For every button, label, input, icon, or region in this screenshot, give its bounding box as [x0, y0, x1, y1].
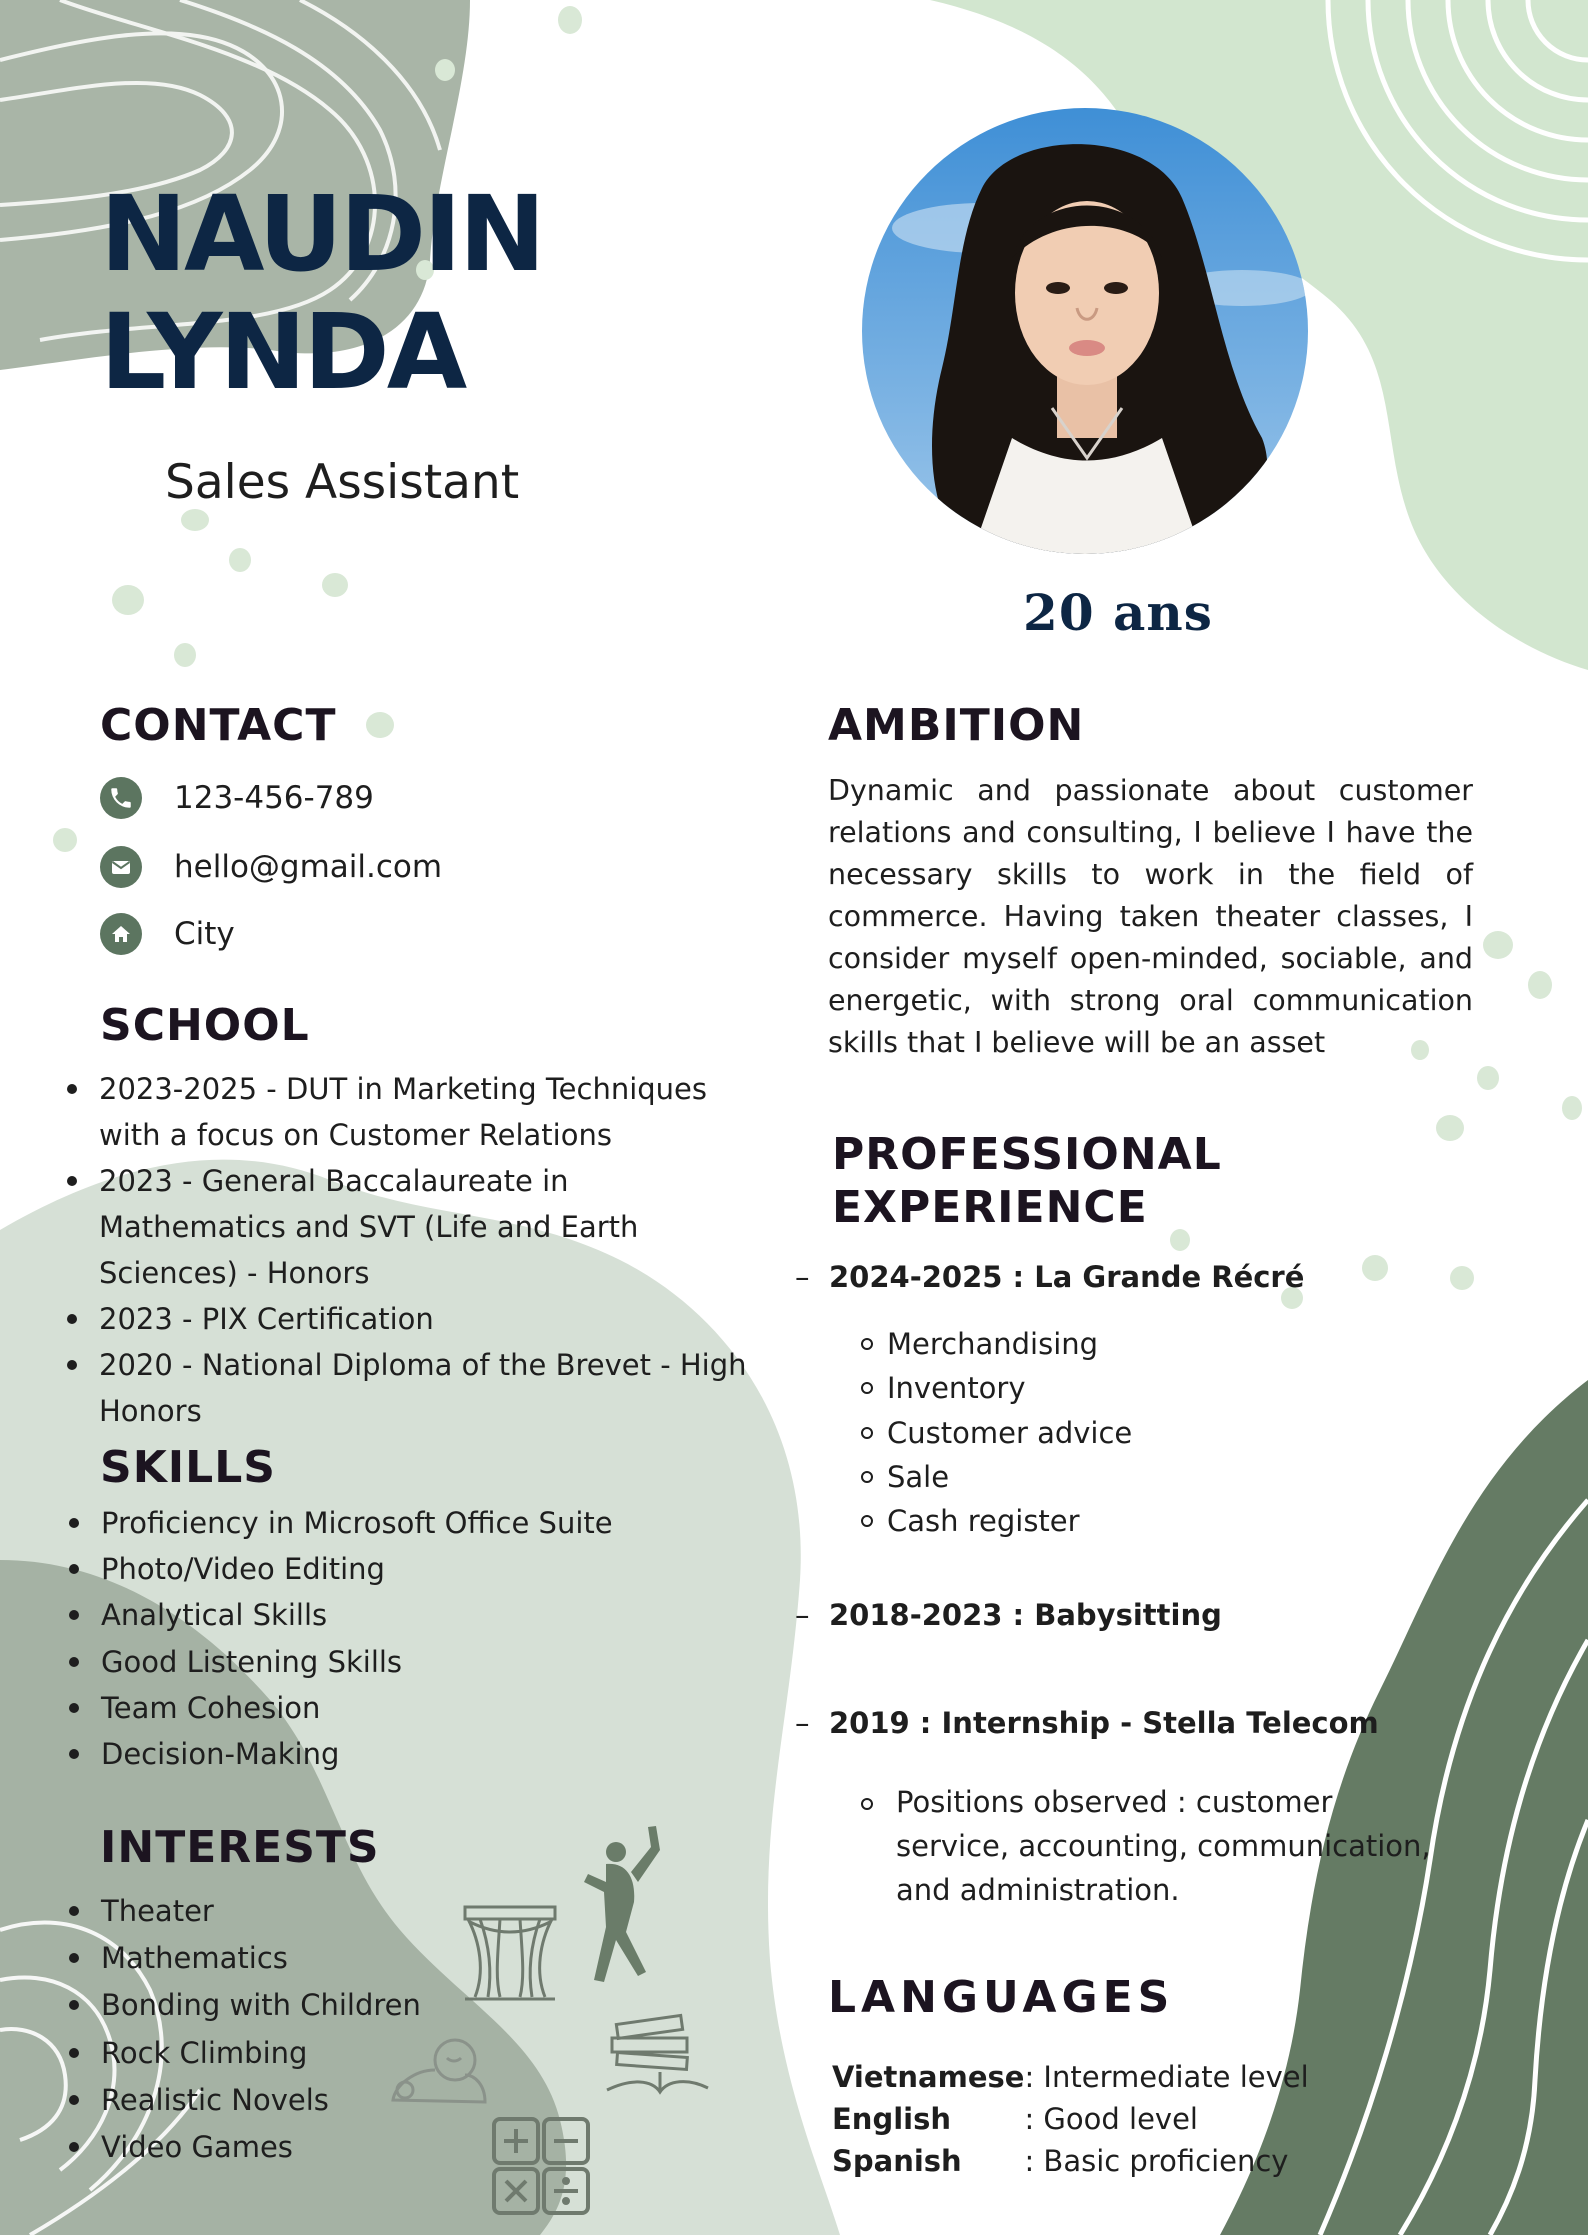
- interest-item: Realistic Novels: [101, 2077, 521, 2124]
- phone-icon: [100, 777, 142, 819]
- skill-item: Team Cohesion: [101, 1685, 661, 1731]
- job-title-2: 2018-2023 : Babysitting: [829, 1598, 1222, 1632]
- language-name: English: [832, 2102, 952, 2136]
- task-item: Sale: [887, 1455, 1132, 1499]
- school-item: 2020 - National Diploma of the Brevet - High Honors: [99, 1342, 759, 1434]
- task-item: Merchandising: [887, 1322, 1132, 1366]
- home-icon: [100, 913, 142, 955]
- city: City: [174, 916, 235, 952]
- task-item: Positions observed : customer service, accounting, communication, and administration.: [896, 1780, 1436, 1912]
- language-level: : Intermediate level: [1024, 2060, 1309, 2094]
- task-item: Cash register: [887, 1499, 1132, 1543]
- contact-phone: [100, 777, 374, 819]
- ambition-text: Dynamic and passionate about customer relations and consulting, I believe I have the necessary skills to work in the field of commerce. Having taken theater classes, I consider myself open-minded, sociable, and energetic, with strong oral communication skills that I believe will be an asset: [828, 774, 1473, 1059]
- portrait-illustration: [862, 108, 1308, 554]
- baby-icon: [385, 2030, 495, 2110]
- language-name: Spanish: [832, 2144, 962, 2178]
- job-title-1: 2024-2025 : La Grande Récré: [829, 1260, 1305, 1294]
- skill-item: Analytical Skills: [101, 1592, 661, 1638]
- ambition-heading: AMBITION: [828, 700, 1085, 751]
- school-list: [99, 1066, 759, 1434]
- languages-table: [832, 2056, 1309, 2182]
- experience-heading-line-2: EXPERIENCE: [832, 1182, 1148, 1233]
- dash-marker: –: [795, 1706, 810, 1740]
- language-row: [832, 2098, 1309, 2140]
- skill-item: Photo/Video Editing: [101, 1546, 661, 1592]
- interest-item: Video Games: [101, 2124, 521, 2171]
- mail-icon: [100, 846, 142, 888]
- skills-heading: SKILLS: [100, 1442, 276, 1493]
- interest-item: Bonding with Children: [101, 1982, 521, 2029]
- job-title: Sales Assistant: [165, 455, 520, 510]
- task-item: Customer advice: [887, 1411, 1132, 1455]
- contact-email: [100, 846, 442, 888]
- books-icon: [602, 2010, 712, 2105]
- language-level: : Basic proficiency: [1024, 2144, 1289, 2178]
- job-3-tasks: [896, 1780, 1436, 1912]
- school-item: 2023 - PIX Certification: [99, 1296, 759, 1342]
- interests-heading: INTERESTS: [100, 1822, 380, 1873]
- candidate-name: [100, 175, 543, 411]
- skill-item: Decision-Making: [101, 1731, 661, 1777]
- job-1-tasks: [887, 1322, 1132, 1543]
- interest-item: Rock Climbing: [101, 2030, 521, 2077]
- interest-item: Mathematics: [101, 1935, 521, 1982]
- job-title-3: 2019 : Internship - Stella Telecom: [829, 1706, 1379, 1740]
- contact-city: [100, 913, 235, 955]
- skill-item: Proficiency in Microsoft Office Suite: [101, 1500, 661, 1546]
- age: 20 ans: [1023, 583, 1213, 642]
- phone-number: 123-456-789: [174, 780, 374, 816]
- job-entry: [795, 1260, 1304, 1294]
- school-item: 2023-2025 - DUT in Marketing Techniques with a focus on Customer Relations: [99, 1066, 759, 1158]
- profile-photo: [862, 108, 1308, 554]
- email-address: hello@gmail.com: [174, 849, 443, 885]
- dash-marker: –: [795, 1598, 810, 1632]
- language-level: : Good level: [1024, 2102, 1198, 2136]
- name-line-1: NAUDIN: [100, 173, 543, 295]
- skills-list: [101, 1500, 661, 1777]
- job-entry: [795, 1706, 1379, 1740]
- language-row: [832, 2056, 1309, 2098]
- school-item: 2023 - General Baccalaureate in Mathematics and SVT (Life and Earth Sciences) - Honors: [99, 1158, 759, 1296]
- school-heading: SCHOOL: [100, 1000, 310, 1051]
- dash-marker: –: [795, 1260, 810, 1294]
- theater-curtain-icon: [460, 1902, 560, 2002]
- languages-heading: LANGUAGES: [828, 1972, 1175, 2023]
- skill-item: Good Listening Skills: [101, 1639, 661, 1685]
- experience-heading-line-1: PROFESSIONAL: [832, 1129, 1222, 1180]
- rock-climber-icon: [576, 1822, 676, 1992]
- contact-heading: CONTACT: [100, 700, 337, 751]
- language-name: Vietnamese: [832, 2060, 1025, 2094]
- experience-heading: [832, 1128, 1222, 1234]
- language-row: [832, 2140, 1309, 2182]
- task-item: Inventory: [887, 1366, 1132, 1410]
- interest-item: Theater: [101, 1888, 521, 1935]
- calculator-icon: [490, 2115, 592, 2217]
- job-entry: [795, 1598, 1222, 1632]
- name-line-2: LYNDA: [100, 291, 465, 413]
